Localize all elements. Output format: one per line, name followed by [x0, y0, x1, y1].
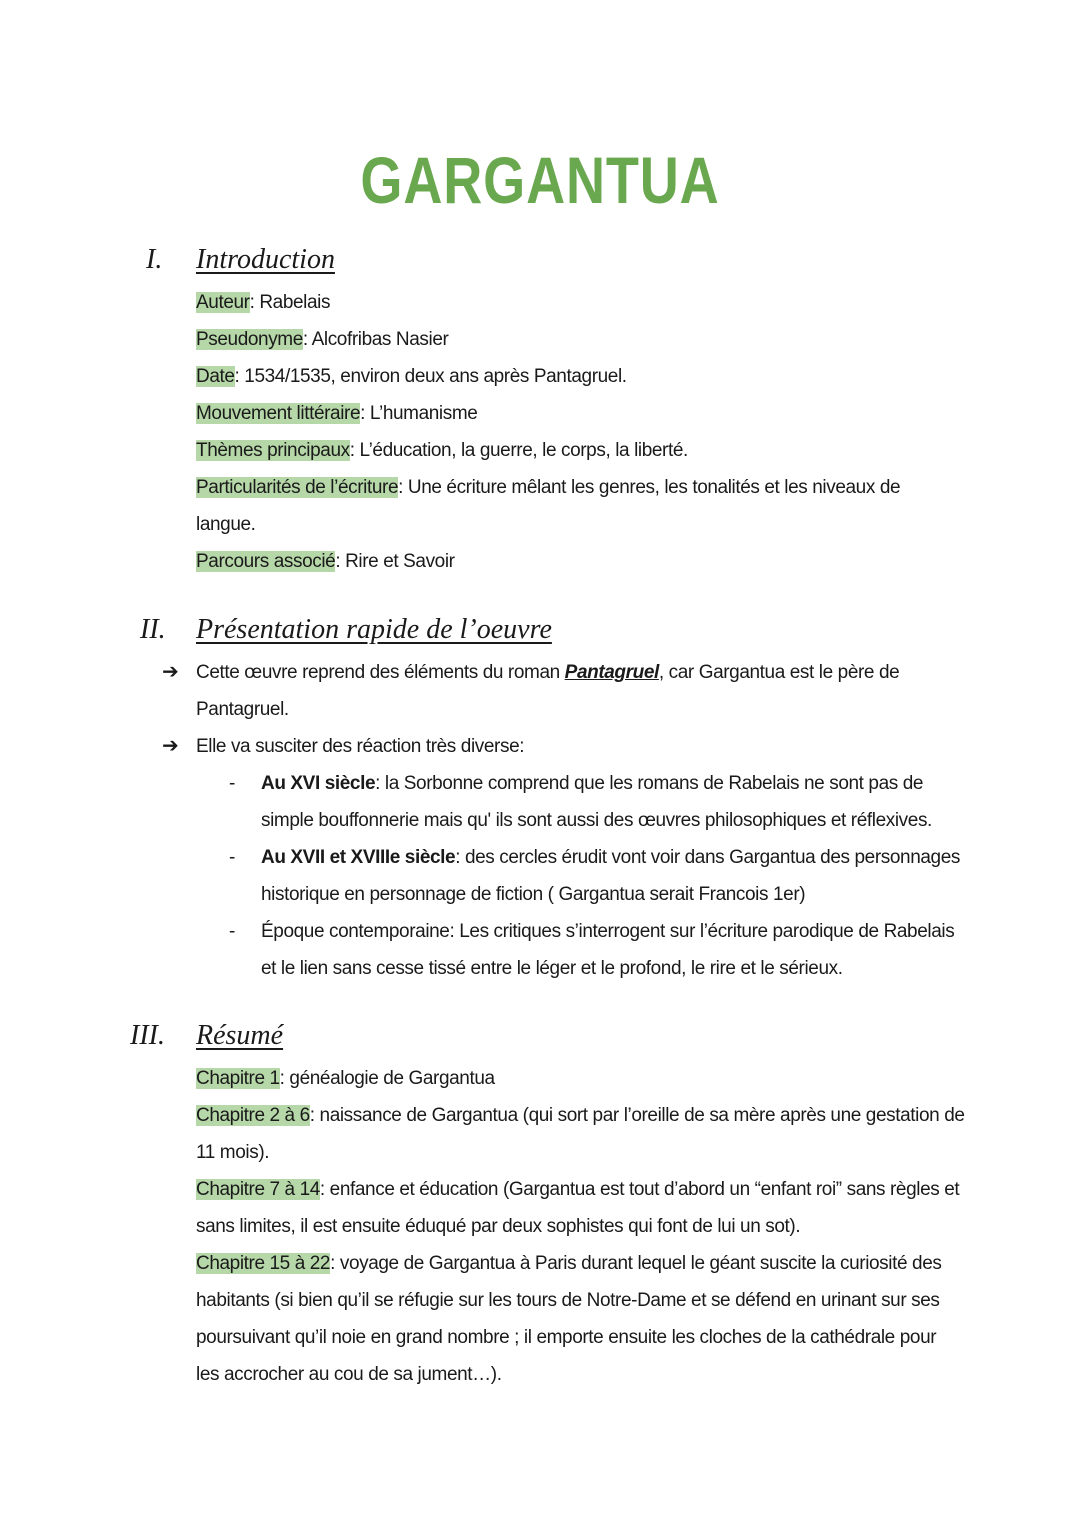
section-number: III.: [130, 1020, 165, 1051]
info-line-writing-cont: [0, 506, 1080, 543]
sub-item-text: : la Sorbonne comprend que les romans de Rabelais ne sont pas de: [375, 773, 924, 794]
sub-item-text: historique en personnage de fiction ( Gargantua serait Francois 1er): [261, 884, 806, 905]
chapter-line-cont: [0, 1356, 1080, 1393]
info-line-writing: [0, 469, 1080, 506]
bullet-item: [0, 728, 1080, 765]
info-line-movement: [0, 395, 1080, 432]
bullet-item-cont: [0, 691, 1080, 728]
info-label: Date: [196, 366, 235, 387]
info-label: Particularités de l’écriture: [196, 477, 399, 498]
section-introduction: [0, 244, 1080, 580]
book-title: Pantagruel: [564, 662, 659, 683]
info-value: : Une écriture mêlant les genres, les tonalités et les niveaux de: [398, 477, 901, 498]
section-resume: [0, 1020, 1080, 1393]
chapter-text: sans limites, il est ensuite éduqué par deux sophistes qui font de lui un sot).: [196, 1216, 801, 1237]
sub-item-lead: Au XVI siècle: [261, 773, 376, 794]
info-value: : 1534/1535, environ deux ans après Pantagruel.: [234, 366, 627, 387]
chapter-label: Chapitre 7 à 14: [196, 1179, 320, 1200]
sub-item: [0, 913, 1080, 950]
sub-item-text: Époque contemporaine: Les critiques s’interrogent sur l’écriture parodique de Rabelais: [261, 921, 955, 942]
chapter-text: habitants (si bien qu’il se réfugie sur les tours de Notre-Dame et se défend en urinant sur ses: [196, 1290, 940, 1311]
chapter-line: [0, 1097, 1080, 1134]
sub-item-cont: [0, 950, 1080, 987]
chapter-text: : voyage de Gargantua à Paris durant lequel le géant suscite la curiosité des: [330, 1253, 942, 1274]
sub-item: [0, 839, 1080, 876]
dash-bullet: -: [229, 847, 235, 868]
bullet-item: [0, 654, 1080, 691]
section-number: II.: [140, 614, 166, 645]
chapter-text: : enfance et éducation (Gargantua est tout d’abord un “enfant roi” sans règles et: [319, 1179, 960, 1200]
chapter-text: les accrocher au cou de sa jument…).: [196, 1364, 502, 1385]
section-title: Présentation rapide de l’oeuvre: [196, 614, 552, 645]
sub-item-text: et le lien sans cesse tissé entre le léger et le profond, le rire et le sérieux.: [261, 958, 843, 979]
bullet-text: Cette œuvre reprend des éléments du roman: [196, 662, 565, 683]
chapter-text: : généalogie de Gargantua: [279, 1068, 495, 1089]
section-title: Résumé: [196, 1020, 284, 1051]
section-heading: [0, 244, 1080, 284]
arrow-icon: ➔: [162, 661, 179, 683]
section-title: Introduction: [196, 244, 335, 275]
info-label: Auteur: [196, 292, 250, 313]
chapter-text: : naissance de Gargantua (qui sort par l’oreille de sa mère après une gestation de: [309, 1105, 965, 1126]
section-heading: [0, 1020, 1080, 1060]
chapter-line: [0, 1245, 1080, 1282]
info-value: : Alcofribas Nasier: [302, 329, 449, 350]
page-title: GARGANTUA: [360, 143, 720, 217]
dash-bullet: -: [229, 921, 235, 942]
info-line-pseudonym: [0, 321, 1080, 358]
chapter-label: Chapitre 15 à 22: [196, 1253, 331, 1274]
info-value: : L’humanisme: [360, 403, 478, 424]
section-presentation: [0, 614, 1080, 987]
info-line-date: [0, 358, 1080, 395]
info-label: Parcours associé: [196, 551, 336, 572]
arrow-icon: ➔: [162, 735, 179, 757]
sub-item-cont: [0, 802, 1080, 839]
chapter-label: Chapitre 1: [196, 1068, 280, 1089]
chapter-text: 11 mois).: [196, 1142, 270, 1163]
info-value: : Rabelais: [249, 292, 331, 313]
sub-item-text: simple bouffonnerie mais qu' ils sont aussi des œuvres philosophiques et réflexives.: [261, 810, 932, 831]
chapter-line: [0, 1171, 1080, 1208]
section-number: I.: [146, 244, 163, 275]
chapter-line-cont: [0, 1282, 1080, 1319]
bullet-text: Elle va susciter des réaction très diverse:: [196, 736, 525, 757]
chapter-line-cont: [0, 1208, 1080, 1245]
sub-item-lead: Au XVII et XVIIIe siècle: [261, 847, 456, 868]
info-label: Pseudonyme: [196, 329, 303, 350]
bullet-text: , car Gargantua est le père de: [658, 662, 900, 683]
info-value: : L’éducation, la guerre, le corps, la liberté.: [349, 440, 688, 461]
bullet-text: Pantagruel.: [196, 699, 289, 720]
info-line-parcours: [0, 543, 1080, 580]
chapter-line-cont: [0, 1134, 1080, 1171]
info-label: Mouvement littéraire: [196, 403, 361, 424]
chapter-line-cont: [0, 1319, 1080, 1356]
sub-item: [0, 765, 1080, 802]
info-line-author: [0, 284, 1080, 321]
chapter-line: [0, 1060, 1080, 1097]
dash-bullet: -: [229, 773, 235, 794]
chapter-text: poursuivant qu’il noie en grand nombre ; il emporte ensuite les cloches de la cathédrale pour: [196, 1327, 937, 1348]
info-label: Thèmes principaux: [196, 440, 350, 461]
section-heading: [0, 614, 1080, 654]
info-line-themes: [0, 432, 1080, 469]
sub-item-text: : des cercles érudit vont voir dans Gargantua des personnages: [455, 847, 960, 868]
info-value: : Rire et Savoir: [335, 551, 455, 572]
info-value: langue.: [196, 514, 256, 535]
chapter-label: Chapitre 2 à 6: [196, 1105, 310, 1126]
sub-item-cont: [0, 876, 1080, 913]
